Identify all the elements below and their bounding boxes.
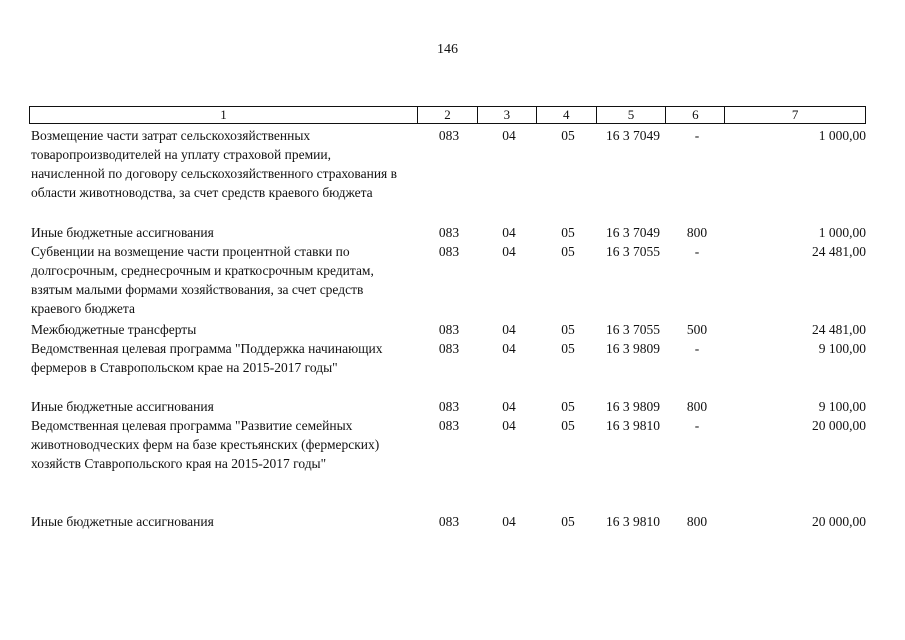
page-number: 146 (437, 42, 458, 57)
row-col-2: 083 (438, 514, 460, 529)
row-description: Иные бюджетные ассигнования (31, 225, 214, 240)
row-col-6: - (694, 128, 700, 143)
row-col-7: 1 000,00 (818, 128, 866, 143)
row-col-6: 800 (686, 399, 708, 414)
header-col-6: 6 (666, 107, 725, 123)
row-col-5: 16 3 9810 (606, 418, 660, 433)
row-col-7: 24 481,00 (812, 244, 866, 259)
row-col-4: 05 (561, 514, 575, 529)
row-col-4: 05 (561, 399, 575, 414)
row-col-3: 04 (502, 418, 516, 433)
row-col-2: 083 (438, 322, 460, 337)
header-col-4: 4 (537, 107, 597, 123)
row-col-7: 20 000,00 (812, 514, 866, 529)
row-col-4: 05 (561, 418, 575, 433)
row-col-2: 083 (438, 399, 460, 414)
row-col-5: 16 3 7049 (606, 128, 660, 143)
row-col-4: 05 (561, 341, 575, 356)
row-col-7: 24 481,00 (812, 322, 866, 337)
row-description: Ведомственная целевая программа "Развитие семейных животноводческих ферм на базе крестьянских (фермерских) хозяйств Ставропольского края на 2015-2017 годы" (31, 418, 380, 471)
row-col-2: 083 (438, 244, 460, 259)
row-col-3: 04 (502, 341, 516, 356)
header-col-5: 5 (597, 107, 667, 123)
row-col-2: 083 (438, 418, 460, 433)
row-description: Субвенции на возмещение части процентной ставки по долгосрочным, среднесрочным и краткосрочным кредитам, взятым малыми формами хозяйствования, за счет средств краевого бюджета (31, 244, 374, 316)
row-col-2: 083 (438, 341, 460, 356)
row-col-4: 05 (561, 128, 575, 143)
row-col-5: 16 3 9809 (606, 341, 660, 356)
row-col-4: 05 (561, 225, 575, 240)
row-col-5: 16 3 9810 (606, 514, 660, 529)
row-col-6: - (694, 341, 700, 356)
row-col-2: 083 (438, 225, 460, 240)
row-col-5: 16 3 7055 (606, 322, 660, 337)
row-col-7: 1 000,00 (818, 225, 866, 240)
row-col-3: 04 (502, 244, 516, 259)
row-description: Возмещение части затрат сельскохозяйственных товаропроизводителей на уплату страховой премии, начисленной по договору сельскохозяйственного страхования в области животноводства, за счет средств краевого бюджета (31, 128, 398, 200)
header-col-7: 7 (791, 107, 799, 122)
row-col-6: 500 (686, 322, 708, 337)
row-col-5: 16 3 7055 (606, 244, 660, 259)
header-col-2: 2 (418, 107, 478, 123)
row-col-4: 05 (561, 322, 575, 337)
row-description: Ведомственная целевая программа "Поддержка начинающих фермеров в Ставропольском крае на 2015-2017 годы" (31, 341, 383, 375)
row-col-5: 16 3 9809 (606, 399, 660, 414)
row-col-3: 04 (502, 514, 516, 529)
row-col-6: - (694, 244, 700, 259)
row-col-3: 04 (502, 399, 516, 414)
row-col-3: 04 (502, 225, 516, 240)
header-col-1: 1 (30, 107, 418, 123)
row-col-7: 20 000,00 (812, 418, 866, 433)
row-col-5: 16 3 7049 (606, 225, 660, 240)
row-col-6: 800 (686, 514, 708, 529)
row-col-4: 05 (561, 244, 575, 259)
header-col-3: 3 (478, 107, 537, 123)
row-col-3: 04 (502, 322, 516, 337)
row-col-7: 9 100,00 (818, 341, 866, 356)
row-col-2: 083 (438, 128, 460, 143)
row-col-7: 9 100,00 (818, 399, 866, 414)
row-description: Межбюджетные трансферты (31, 322, 197, 337)
table-header (29, 106, 866, 124)
row-col-3: 04 (502, 128, 516, 143)
row-col-6: 800 (686, 225, 708, 240)
row-col-6: - (694, 418, 700, 433)
row-description: Иные бюджетные ассигнования (31, 514, 214, 529)
row-description: Иные бюджетные ассигнования (31, 399, 214, 414)
